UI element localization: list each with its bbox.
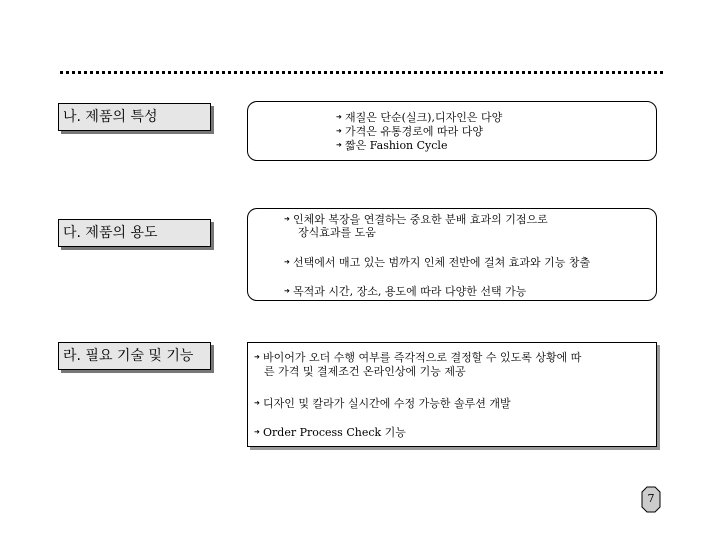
list-item: ➜ 인체와 복장을 연결하는 중요한 분배 효과의 기점으로	[284, 213, 548, 226]
required-tech-box	[247, 342, 657, 447]
arrow-bullet-icon: ➜	[336, 113, 342, 121]
section-label-text: 다. 제품의 용도	[63, 225, 158, 241]
arrow-bullet-icon: ➜	[284, 215, 290, 223]
characteristics-box	[247, 101, 657, 161]
section-label-characteristics	[58, 103, 211, 131]
list-item: ➜ Order Process Check 기능	[254, 426, 406, 439]
arrow-bullet-icon: ➜	[254, 399, 260, 407]
arrow-bullet-icon: ➜	[254, 428, 260, 436]
list-item: ➜ 선택에서 매고 있는 범까지 인체 전반에 걸쳐 효과와 기능 창출	[284, 256, 591, 269]
arrow-bullet-icon: ➜	[254, 353, 260, 361]
page-number: 7	[647, 492, 655, 505]
arrow-bullet-icon: ➜	[284, 258, 290, 266]
list-item: ➜ 디자인 및 칼라가 실시간에 수정 가능한 솔루션 개발	[254, 397, 511, 410]
list-item: ➜ 짧은 Fashion Cycle	[336, 139, 448, 152]
list-item: ➜ 재질은 단순(실크),디자인은 다양	[336, 111, 503, 124]
list-item: ➜ 바이어가 오더 수행 여부를 즉각적으로 결정할 수 있도록 상황에 따	[254, 351, 582, 364]
usage-box	[247, 208, 657, 301]
list-item-continuation: 장식효과를 도움	[298, 226, 376, 239]
page-number-badge	[641, 486, 661, 513]
arrow-bullet-icon: ➜	[336, 141, 342, 149]
section-label-text: 라. 필요 기술 및 기능	[63, 348, 194, 364]
section-label-usage	[58, 219, 211, 247]
list-item-continuation: 른 가격 및 결제조건 온라인상에 기능 제공	[264, 365, 466, 378]
header-divider	[60, 71, 663, 74]
section-label-required-tech	[58, 342, 211, 370]
section-label-text: 나. 제품의 특성	[63, 109, 158, 125]
list-item: ➜ 가격은 유통경로에 따라 다양	[336, 125, 484, 138]
arrow-bullet-icon: ➜	[284, 287, 290, 295]
list-item: ➜ 목적과 시간, 장소, 용도에 따라 다양한 선택 가능	[284, 285, 527, 298]
arrow-bullet-icon: ➜	[336, 127, 342, 135]
